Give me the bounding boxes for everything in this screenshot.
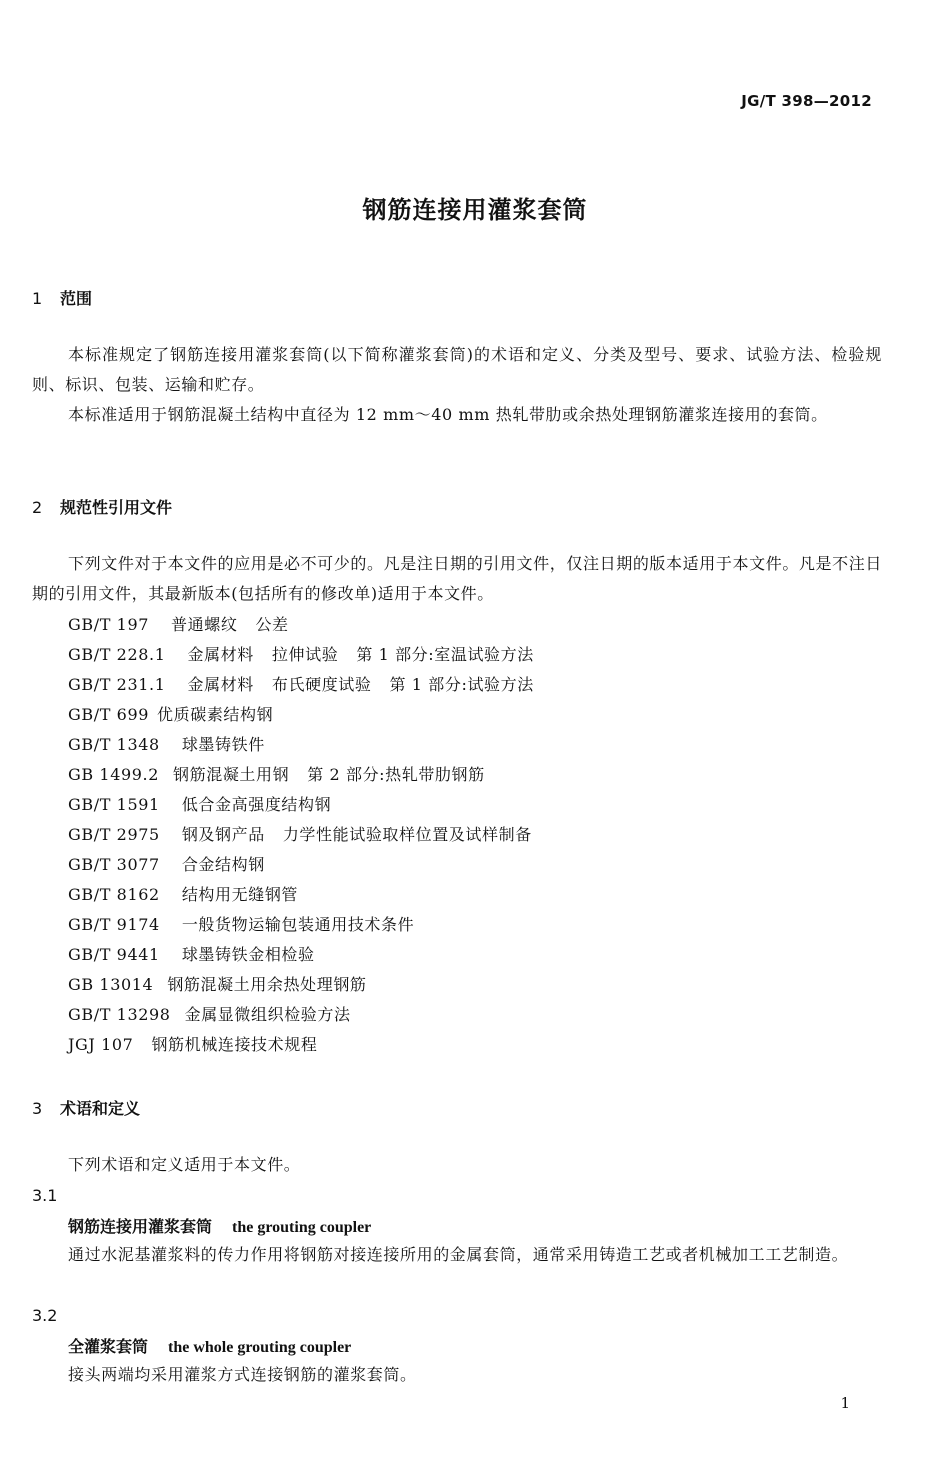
section-number: 2	[32, 498, 43, 517]
reference-title: 钢筋混凝土用钢	[173, 765, 290, 784]
section-title: 范围	[60, 289, 93, 308]
term-definition: 通过水泥基灌浆料的传力作用将钢筋对接连接所用的金属套筒，通常采用铸造工艺或者机械加工工艺制造。	[68, 1245, 849, 1264]
reference-item	[68, 762, 485, 785]
reference-title: 普通螺纹	[171, 615, 238, 634]
reference-item	[68, 912, 414, 935]
reference-title: 钢筋混凝土用余热处理钢筋	[167, 975, 367, 994]
reference-title: 钢及钢产品	[181, 825, 265, 844]
reference-title: 钢筋机械连接技术规程	[151, 1035, 318, 1054]
standard-number: JG/T 398—2012	[741, 92, 872, 110]
reference-title-part: 布氏硬度试验	[271, 675, 372, 694]
section-2-intro: 下列文件对于本文件的应用是必不可少的。凡是注日期的引用文件，仅注日期的版本适用于本文件。凡是不注日期的引用文件，其最新版本(包括所有的修改单)适用于本文件。	[32, 554, 882, 603]
reference-title: 金属材料	[187, 675, 254, 694]
section-number: 3	[32, 1099, 43, 1118]
reference-title: 优质碳素结构钢	[157, 705, 274, 724]
reference-code: GB/T 8162	[68, 885, 160, 904]
section-title: 术语和定义	[60, 1099, 141, 1118]
reference-title-part: 拉伸试验	[271, 645, 339, 664]
term-english: the whole grouting coupler	[168, 1339, 352, 1356]
reference-item	[68, 642, 534, 665]
reference-title-part: 第 2 部分:热轧带肋钢筋	[307, 765, 485, 784]
reference-title-part: 公差	[255, 615, 289, 634]
reference-item	[68, 732, 265, 755]
section-1-paragraph-2: 本标准适用于钢筋混凝土结构中直径为 12 mm～40 mm 热轧带肋或余热处理钢筋灌浆连接用的套筒。	[68, 405, 828, 424]
reference-item	[68, 972, 367, 995]
reference-title: 金属显微组织检验方法	[184, 1005, 351, 1024]
section-3-heading	[32, 1096, 140, 1119]
reference-item	[68, 882, 298, 905]
reference-code: GB/T 228.1	[68, 645, 166, 664]
reference-item	[68, 822, 532, 845]
section-title: 规范性引用文件	[60, 498, 173, 517]
reference-title-part: 力学性能试验取样位置及试样制备	[282, 825, 532, 844]
reference-title: 球墨铸铁件	[181, 735, 265, 754]
reference-code: GB/T 3077	[68, 855, 160, 874]
reference-title: 一般货物运输包装通用技术条件	[181, 915, 415, 934]
reference-item	[68, 672, 534, 695]
reference-item	[68, 702, 273, 725]
reference-code: GB/T 9441	[68, 945, 160, 964]
term-heading	[68, 1214, 371, 1237]
reference-title: 合金结构钢	[181, 855, 265, 874]
page-number: 1	[840, 1394, 850, 1412]
reference-code: GB/T 197	[68, 615, 150, 634]
term-definition: 接头两端均采用灌浆方式连接钢筋的灌浆套筒。	[68, 1365, 417, 1384]
reference-item	[68, 852, 265, 875]
term-chinese: 钢筋连接用灌浆套筒	[68, 1217, 213, 1236]
document-title: 钢筋连接用灌浆套筒	[362, 196, 588, 224]
reference-code: JGJ 107	[68, 1035, 134, 1054]
section-1-paragraph-1: 本标准规定了钢筋连接用灌浆套筒(以下简称灌浆套筒)的术语和定义、分类及型号、要求、试验方法、检验规则、标识、包装、运输和贮存。	[32, 345, 882, 394]
reference-code: GB/T 231.1	[68, 675, 166, 694]
reference-code: GB/T 9174	[68, 915, 160, 934]
reference-item	[68, 612, 289, 635]
reference-code: GB/T 1348	[68, 735, 160, 754]
term-number: 3.2	[32, 1306, 58, 1325]
reference-item	[68, 792, 331, 815]
reference-title: 金属材料	[187, 645, 254, 664]
reference-code: GB 13014	[68, 975, 154, 994]
reference-item	[68, 942, 315, 965]
reference-code: GB/T 2975	[68, 825, 160, 844]
reference-title: 低合金高强度结构钢	[181, 795, 332, 814]
reference-title: 结构用无缝钢管	[181, 885, 299, 904]
reference-item	[68, 1002, 351, 1025]
reference-code: GB/T 1591	[68, 795, 160, 814]
section-1-heading	[32, 286, 92, 309]
term-chinese: 全灌浆套筒	[68, 1337, 149, 1356]
term-number: 3.1	[32, 1186, 58, 1205]
section-3-intro: 下列术语和定义适用于本文件。	[68, 1155, 301, 1174]
reference-title: 球墨铸铁金相检验	[181, 945, 315, 964]
section-number: 1	[32, 289, 43, 308]
reference-title-part: 第 1 部分:试验方法	[389, 675, 534, 694]
reference-code: GB/T 13298	[68, 1005, 171, 1024]
reference-item	[68, 1032, 317, 1055]
reference-code: GB 1499.2	[68, 765, 160, 784]
term-english: the grouting coupler	[232, 1219, 372, 1236]
term-heading	[68, 1334, 351, 1357]
reference-title-part: 第 1 部分:室温试验方法	[356, 645, 534, 664]
section-2-heading	[32, 495, 172, 518]
reference-code: GB/T 699	[68, 705, 150, 724]
